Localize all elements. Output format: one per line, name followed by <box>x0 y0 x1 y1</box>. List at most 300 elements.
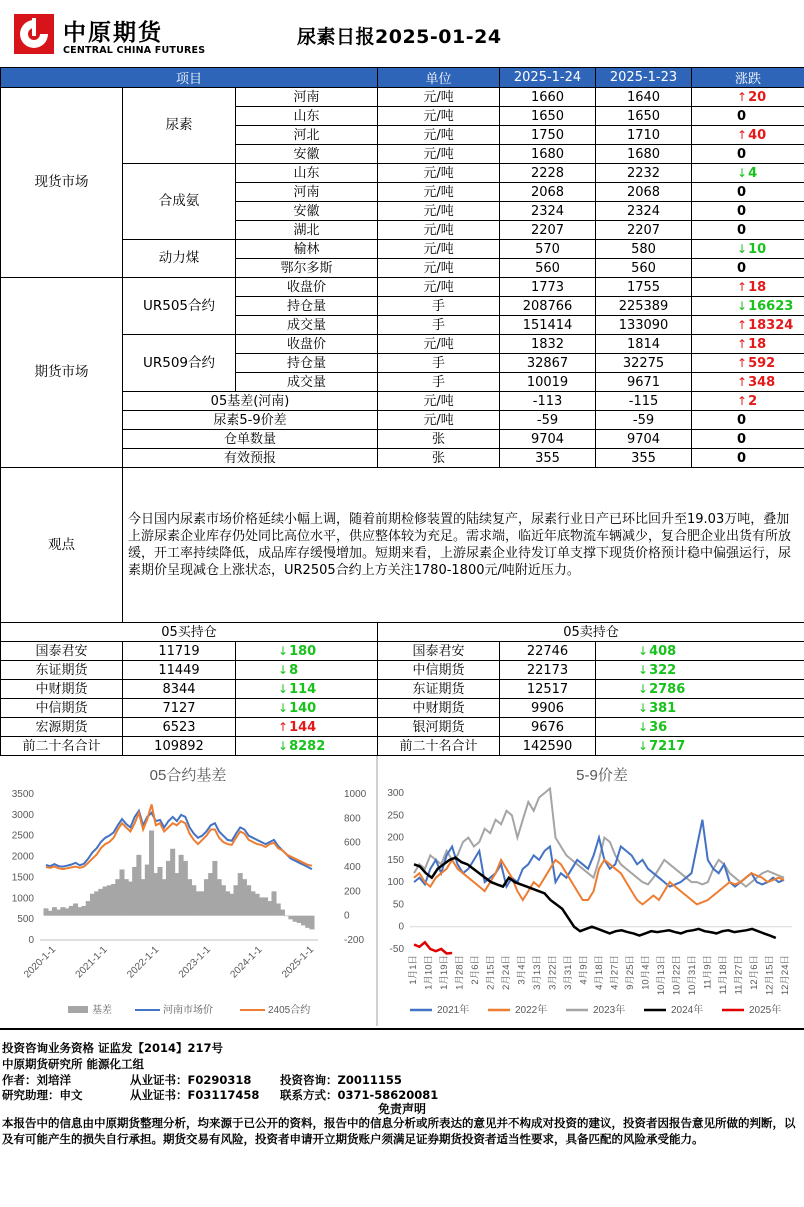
holding-change-cell <box>596 737 804 756</box>
y-left-tick-label: 3500 <box>11 789 34 800</box>
unit-cell: 元/吨 <box>378 278 500 297</box>
y-left-tick-label: 3000 <box>11 809 34 821</box>
arrow-up-icon: ↑ <box>737 317 748 332</box>
buy-member-cell: 宏源期货 <box>1 718 123 737</box>
sell-value-cell: 12517 <box>500 680 596 699</box>
value-today-cell: 1750 <box>500 126 596 145</box>
x-tick-label: 3月4日 <box>516 955 528 985</box>
unit-cell: 元/吨 <box>378 88 500 107</box>
y-right-tick-label: 800 <box>344 813 361 825</box>
holding-change-cell <box>236 642 378 661</box>
holding-change-cell <box>596 642 804 661</box>
value-prev-cell: 133090 <box>596 316 692 335</box>
holding-change-cell <box>236 737 378 756</box>
view-label-cell: 观点 <box>1 468 123 623</box>
unit-cell: 手 <box>378 373 500 392</box>
group-cell: 尿素 <box>123 88 236 164</box>
unit-cell: 元/吨 <box>378 126 500 145</box>
value-prev-cell: 2324 <box>596 202 692 221</box>
value-prev-cell: -59 <box>596 411 692 430</box>
item-cell: 成交量 <box>236 316 378 335</box>
buy-value-cell: 109892 <box>123 737 236 756</box>
x-tick-label: 12月24日 <box>780 955 791 996</box>
arrow-down-icon: ↓ <box>638 662 649 677</box>
holding-change-value: 8 <box>289 662 299 678</box>
change-cell <box>692 449 804 468</box>
legend-basis-swatch <box>68 1006 88 1013</box>
value-prev-cell: 355 <box>596 449 692 468</box>
x-tick-label: 4月9日 <box>578 955 590 985</box>
item-cell: 河南 <box>236 88 378 107</box>
department-text: 中原期货研究所 能源化工组 <box>2 1057 145 1071</box>
x-tick-label: 10月22日 <box>671 955 683 996</box>
change-value: 0 <box>737 108 747 124</box>
value-today-cell: 2068 <box>500 183 596 202</box>
x-tick-label: 2月15日 <box>485 955 497 990</box>
y-tick-label: 250 <box>387 810 404 822</box>
x-tick-label: 2024-1-1 <box>228 944 265 981</box>
sell-member-cell: 前二十名合计 <box>378 737 500 756</box>
item-cell: 持仓量 <box>236 354 378 373</box>
change-cell <box>692 297 804 316</box>
series-0-line <box>414 820 784 887</box>
y-right-tick-label: 400 <box>344 862 361 873</box>
arrow-down-icon: ↓ <box>638 719 649 734</box>
holding-change-value: 381 <box>649 700 677 716</box>
arrow-down-icon: ↓ <box>737 165 748 180</box>
value-prev-cell: 1680 <box>596 145 692 164</box>
holdings-row <box>1 642 804 661</box>
item-cell: 尿素5-9价差 <box>123 411 378 430</box>
y-left-tick-label: 1500 <box>11 872 34 884</box>
report-header <box>0 0 804 66</box>
table-header-row <box>1 68 804 88</box>
holding-change-value: 322 <box>649 662 677 678</box>
change-cell <box>692 316 804 335</box>
view-row <box>1 468 804 623</box>
y-tick-label: 150 <box>387 854 404 866</box>
change-value: 2 <box>748 393 758 409</box>
arrow-down-icon: ↓ <box>278 681 289 696</box>
arrow-down-icon: ↓ <box>737 241 748 256</box>
value-today-cell: 570 <box>500 240 596 259</box>
assistant-text: 研究助理：申文 <box>2 1088 83 1102</box>
y-left-tick-label: 2500 <box>11 830 34 842</box>
x-tick-label: 9月25日 <box>625 955 636 990</box>
header-date1: 2025-1-24 <box>500 68 596 88</box>
unit-cell: 元/吨 <box>378 411 500 430</box>
sell-member-cell: 中财期货 <box>378 699 500 718</box>
value-prev-cell: 2068 <box>596 183 692 202</box>
holding-change-value: 140 <box>289 700 317 716</box>
unit-cell: 手 <box>378 354 500 373</box>
value-today-cell: -59 <box>500 411 596 430</box>
value-today-cell: 2228 <box>500 164 596 183</box>
arrow-up-icon: ↑ <box>737 374 748 389</box>
unit-cell: 张 <box>378 430 500 449</box>
y-tick-label: 50 <box>392 899 404 911</box>
x-tick-label: 4月27日 <box>609 955 621 990</box>
group-cell: UR509合约 <box>123 335 236 392</box>
table-row <box>1 88 804 107</box>
sell-value-cell: 142590 <box>500 737 596 756</box>
change-value: 40 <box>748 127 767 143</box>
change-value: 18 <box>748 279 767 295</box>
y-left-tick-label: 1000 <box>11 893 34 905</box>
chart-title: 5-9价差 <box>576 767 628 784</box>
arrow-up-icon: ↑ <box>737 336 748 351</box>
item-cell: 河南 <box>236 183 378 202</box>
holding-change-value: 36 <box>649 719 668 735</box>
x-tick-label: 10月13日 <box>656 955 667 996</box>
change-value: 20 <box>748 89 767 105</box>
sell-value-cell: 9676 <box>500 718 596 737</box>
x-tick-label: 2021-1-1 <box>73 944 110 981</box>
basis-bar <box>280 910 285 916</box>
unit-cell: 元/吨 <box>378 335 500 354</box>
change-value: 0 <box>737 412 747 428</box>
chart-title: 05合约基差 <box>149 767 227 784</box>
arrow-up-icon: ↑ <box>278 719 289 734</box>
value-prev-cell: 560 <box>596 259 692 278</box>
item-cell: 仓单数量 <box>123 430 378 449</box>
change-cell <box>692 259 804 278</box>
spread-chart <box>378 756 804 1026</box>
value-today-cell: 10019 <box>500 373 596 392</box>
arrow-down-icon: ↓ <box>638 681 649 696</box>
value-today-cell: 1773 <box>500 278 596 297</box>
change-cell <box>692 221 804 240</box>
holding-change-value: 8282 <box>289 738 326 754</box>
holding-change-value: 180 <box>289 643 317 659</box>
change-value: 4 <box>748 165 758 181</box>
change-cell <box>692 88 804 107</box>
arrow-up-icon: ↑ <box>737 127 748 142</box>
unit-cell: 元/吨 <box>378 183 500 202</box>
change-value: 16623 <box>748 298 794 314</box>
item-cell: 安徽 <box>236 145 378 164</box>
buy-value-cell: 11449 <box>123 661 236 680</box>
buy-value-cell: 6523 <box>123 718 236 737</box>
header-unit: 单位 <box>378 68 500 88</box>
y-tick-label: 200 <box>387 832 404 844</box>
contact-text: 联系方式：0371-58620081 <box>280 1088 439 1102</box>
change-cell <box>692 430 804 449</box>
change-cell <box>692 373 804 392</box>
buy-member-cell: 中信期货 <box>1 699 123 718</box>
arrow-down-icon: ↓ <box>638 738 649 753</box>
holdings-row <box>1 737 804 756</box>
y-right-tick-label: 0 <box>344 910 350 922</box>
value-prev-cell: 1710 <box>596 126 692 145</box>
change-value: 0 <box>737 184 747 200</box>
arrow-up-icon: ↑ <box>737 393 748 408</box>
holdings-table <box>0 622 804 756</box>
x-tick-label: 11月18日 <box>718 955 729 995</box>
sell-value-cell: 9906 <box>500 699 596 718</box>
y-left-tick-label: 0 <box>28 935 34 946</box>
holding-change-value: 7217 <box>649 738 686 754</box>
holding-change-cell <box>596 699 804 718</box>
x-tick-label: 10月31日 <box>687 955 698 996</box>
x-tick-label: 4月18日 <box>594 955 605 990</box>
basis-bars <box>44 831 315 930</box>
consult-cert-text: 投资咨询：Z0011155 <box>280 1073 402 1087</box>
x-tick-label: 11月27日 <box>733 955 745 995</box>
category-cell: 期货市场 <box>1 278 123 468</box>
buy-value-cell: 7127 <box>123 699 236 718</box>
item-cell: 山东 <box>236 107 378 126</box>
arrow-up-icon: ↑ <box>737 279 748 294</box>
x-tick-label: 2022-1-1 <box>125 944 162 981</box>
arrow-down-icon: ↓ <box>278 700 289 715</box>
x-tick-label: 10月4日 <box>640 955 652 990</box>
value-prev-cell: -115 <box>596 392 692 411</box>
value-prev-cell: 1640 <box>596 88 692 107</box>
x-tick-label: 12月15日 <box>764 955 776 996</box>
item-cell: 持仓量 <box>236 297 378 316</box>
value-today-cell: 1660 <box>500 88 596 107</box>
change-cell <box>692 164 804 183</box>
y-right-tick-label: 600 <box>344 837 361 849</box>
item-cell: 有效预报 <box>123 449 378 468</box>
change-cell <box>692 392 804 411</box>
buy-member-cell: 中财期货 <box>1 680 123 699</box>
value-today-cell: 355 <box>500 449 596 468</box>
unit-cell: 手 <box>378 316 500 335</box>
y-right-tick-label: 1000 <box>344 789 367 800</box>
buy-value-cell: 11719 <box>123 642 236 661</box>
y-left-tick-label: 500 <box>17 914 34 926</box>
arrow-down-icon: ↓ <box>638 643 649 658</box>
legend-basis-label: 基差 <box>92 1005 112 1016</box>
value-today-cell: -113 <box>500 392 596 411</box>
item-cell: 山东 <box>236 164 378 183</box>
sell-member-cell: 中信期货 <box>378 661 500 680</box>
value-today-cell: 1680 <box>500 145 596 164</box>
change-value: 18324 <box>748 317 794 333</box>
value-today-cell: 1650 <box>500 107 596 126</box>
x-tick-label: 2月6日 <box>470 955 481 985</box>
x-tick-label: 3月22日 <box>547 955 559 990</box>
x-tick-label: 3月31日 <box>563 955 574 990</box>
company-logo-icon <box>14 14 54 54</box>
unit-cell: 元/吨 <box>378 221 500 240</box>
holdings-row <box>1 718 804 737</box>
sell-value-cell: 22173 <box>500 661 596 680</box>
y-left-tick-label: 2000 <box>11 851 34 863</box>
change-cell <box>692 411 804 430</box>
arrow-up-icon: ↑ <box>737 355 748 370</box>
header-item: 项目 <box>1 68 378 88</box>
change-value: 0 <box>737 260 747 276</box>
holding-change-value: 408 <box>649 643 677 659</box>
change-cell <box>692 278 804 297</box>
author-cert-text: 从业证书：F0290318 <box>130 1073 252 1087</box>
change-cell <box>692 335 804 354</box>
sell-member-cell: 东证期货 <box>378 680 500 699</box>
holdings-row <box>1 661 804 680</box>
change-cell <box>692 202 804 221</box>
value-today-cell: 9704 <box>500 430 596 449</box>
x-tick-label: 1月10日 <box>423 955 435 990</box>
legend-label: 2023年 <box>593 1005 626 1016</box>
value-prev-cell: 1755 <box>596 278 692 297</box>
value-prev-cell: 32275 <box>596 354 692 373</box>
disclaimer-text: 本报告中的信息由中原期货整理分析，均来源于已公开的资料，报告中的信息分析或所表达的意见并不构成对投资的建议，投资者因报告意见所做的判断，以及有可能产生的损失自行承担。期货交易有风险，投资者申请开立期货账户须满足证券期货投资者适当性要求，具备匹配的风险承受能力。 <box>2 1116 796 1146</box>
legend-label: 2024年 <box>671 1005 704 1016</box>
x-tick-label: 1月1日 <box>408 955 419 985</box>
group-cell: UR505合约 <box>123 278 236 335</box>
change-value: 592 <box>748 355 776 371</box>
value-today-cell: 151414 <box>500 316 596 335</box>
change-value: 0 <box>737 203 747 219</box>
item-cell: 05基差(河南) <box>123 392 378 411</box>
x-tick-label: 2023-1-1 <box>176 944 213 981</box>
buy-title: 05买持仓 <box>1 623 378 642</box>
value-prev-cell: 580 <box>596 240 692 259</box>
sell-value-cell: 22746 <box>500 642 596 661</box>
logo-text-cn: 中原期货 <box>63 20 163 46</box>
x-tick-label: 1月19日 <box>439 955 450 990</box>
item-cell: 收盘价 <box>236 335 378 354</box>
change-cell <box>692 126 804 145</box>
assistant-cert-text: 从业证书：F03117458 <box>130 1088 260 1102</box>
sell-member-cell: 国泰君安 <box>378 642 500 661</box>
unit-cell: 元/吨 <box>378 107 500 126</box>
table-row <box>1 278 804 297</box>
item-cell: 收盘价 <box>236 278 378 297</box>
change-value: 0 <box>737 222 747 238</box>
basis-bar <box>310 916 315 930</box>
unit-cell: 元/吨 <box>378 392 500 411</box>
value-today-cell: 560 <box>500 259 596 278</box>
arrow-down-icon: ↓ <box>638 700 649 715</box>
holding-change-value: 144 <box>289 719 317 735</box>
legend-label: 2025年 <box>749 1005 782 1016</box>
value-prev-cell: 225389 <box>596 297 692 316</box>
item-cell: 河北 <box>236 126 378 145</box>
buy-member-cell: 前二十名合计 <box>1 737 123 756</box>
x-tick-label: 2025-1-1 <box>280 944 317 981</box>
y-tick-label: -50 <box>389 944 404 955</box>
market-table <box>0 67 804 623</box>
change-value: 348 <box>748 374 776 390</box>
value-today-cell: 2324 <box>500 202 596 221</box>
holding-change-cell <box>596 718 804 737</box>
x-tick-label: 12月6日 <box>749 955 760 990</box>
x-tick-label: 3月13日 <box>532 955 543 990</box>
item-cell: 成交量 <box>236 373 378 392</box>
qualification-text: 投资咨询业务资格 证监发【2014】217号 <box>2 1041 224 1055</box>
value-prev-cell: 1650 <box>596 107 692 126</box>
unit-cell: 元/吨 <box>378 202 500 221</box>
header-date2: 2025-1-23 <box>596 68 692 88</box>
holding-change-cell <box>596 680 804 699</box>
value-today-cell: 32867 <box>500 354 596 373</box>
legend-2405-label: 2405合约 <box>268 1005 311 1016</box>
holding-change-cell <box>596 661 804 680</box>
holding-change-cell <box>236 680 378 699</box>
group-cell: 动力煤 <box>123 240 236 278</box>
unit-cell: 元/吨 <box>378 164 500 183</box>
holdings-row <box>1 680 804 699</box>
change-value: 18 <box>748 336 767 352</box>
holdings-title-row <box>1 623 804 642</box>
arrow-down-icon: ↓ <box>278 643 289 658</box>
change-value: 0 <box>737 450 747 466</box>
arrow-down-icon: ↓ <box>278 738 289 753</box>
disclaimer-title: 免责声明 <box>377 1102 426 1116</box>
holding-change-cell <box>236 718 378 737</box>
value-prev-cell: 1814 <box>596 335 692 354</box>
value-prev-cell: 9704 <box>596 430 692 449</box>
logo-text-en: CENTRAL CHINA FUTURES <box>63 45 206 56</box>
change-cell <box>692 183 804 202</box>
item-cell: 鄂尔多斯 <box>236 259 378 278</box>
legend-label: 2022年 <box>515 1005 548 1016</box>
group-cell: 合成氨 <box>123 164 236 240</box>
legend-henan-label: 河南市场价 <box>163 1005 213 1016</box>
header-change: 涨跌 <box>692 68 804 88</box>
unit-cell: 张 <box>378 449 500 468</box>
change-value: 0 <box>737 431 747 447</box>
x-tick-label: 2020-1-1 <box>22 944 59 981</box>
value-prev-cell: 2207 <box>596 221 692 240</box>
value-prev-cell: 2232 <box>596 164 692 183</box>
unit-cell: 元/吨 <box>378 240 500 259</box>
unit-cell: 元/吨 <box>378 145 500 164</box>
holding-change-value: 2786 <box>649 681 686 697</box>
unit-cell: 手 <box>378 297 500 316</box>
buy-value-cell: 8344 <box>123 680 236 699</box>
basis-chart <box>0 756 376 1026</box>
author-text: 作者：刘培洋 <box>2 1073 71 1087</box>
holding-change-value: 114 <box>289 681 317 697</box>
change-cell <box>692 240 804 259</box>
buy-member-cell: 国泰君安 <box>1 642 123 661</box>
report-title: 尿素日报2025-01-24 <box>297 26 502 48</box>
series-4-line <box>414 942 452 953</box>
y-tick-label: 100 <box>387 877 404 889</box>
y-tick-label: 0 <box>398 921 404 933</box>
holding-change-cell <box>236 699 378 718</box>
change-cell <box>692 354 804 373</box>
sell-member-cell: 银河期货 <box>378 718 500 737</box>
change-value: 0 <box>737 146 747 162</box>
arrow-down-icon: ↓ <box>737 298 748 313</box>
arrow-up-icon: ↑ <box>737 89 748 104</box>
value-prev-cell: 9671 <box>596 373 692 392</box>
unit-cell: 元/吨 <box>378 259 500 278</box>
item-cell: 湖北 <box>236 221 378 240</box>
y-right-tick-label: 200 <box>344 886 361 898</box>
item-cell: 安徽 <box>236 202 378 221</box>
item-cell: 榆林 <box>236 240 378 259</box>
holding-change-cell <box>236 661 378 680</box>
buy-member-cell: 东证期货 <box>1 661 123 680</box>
view-text-cell: 今日国内尿素市场价格延续小幅上调，随着前期检修装置的陆续复产，尿素行业日产已环比回升至19.03万吨，叠加上游尿素企业库存仍处同比高位水平，供应整体较为充足。需求端，临近年底物流车辆减少，复合肥企业出货有所放缓，开工率持续降低，成品库存缓慢增加。短期来看，上游尿素企业待发订单支撑下现货价格预计稳中偏强运行，尿素期价呈现减仓上涨状态，UR2505合约上方关注1780-1800元/吨附近压力。 <box>123 468 804 623</box>
value-today-cell: 1832 <box>500 335 596 354</box>
x-tick-label: 11月9日 <box>702 955 714 990</box>
x-tick-label: 1月28日 <box>454 955 466 990</box>
arrow-down-icon: ↓ <box>278 662 289 677</box>
value-today-cell: 208766 <box>500 297 596 316</box>
y-right-tick-label: -200 <box>344 935 365 946</box>
change-cell <box>692 107 804 126</box>
value-today-cell: 2207 <box>500 221 596 240</box>
y-tick-label: 300 <box>387 788 404 799</box>
